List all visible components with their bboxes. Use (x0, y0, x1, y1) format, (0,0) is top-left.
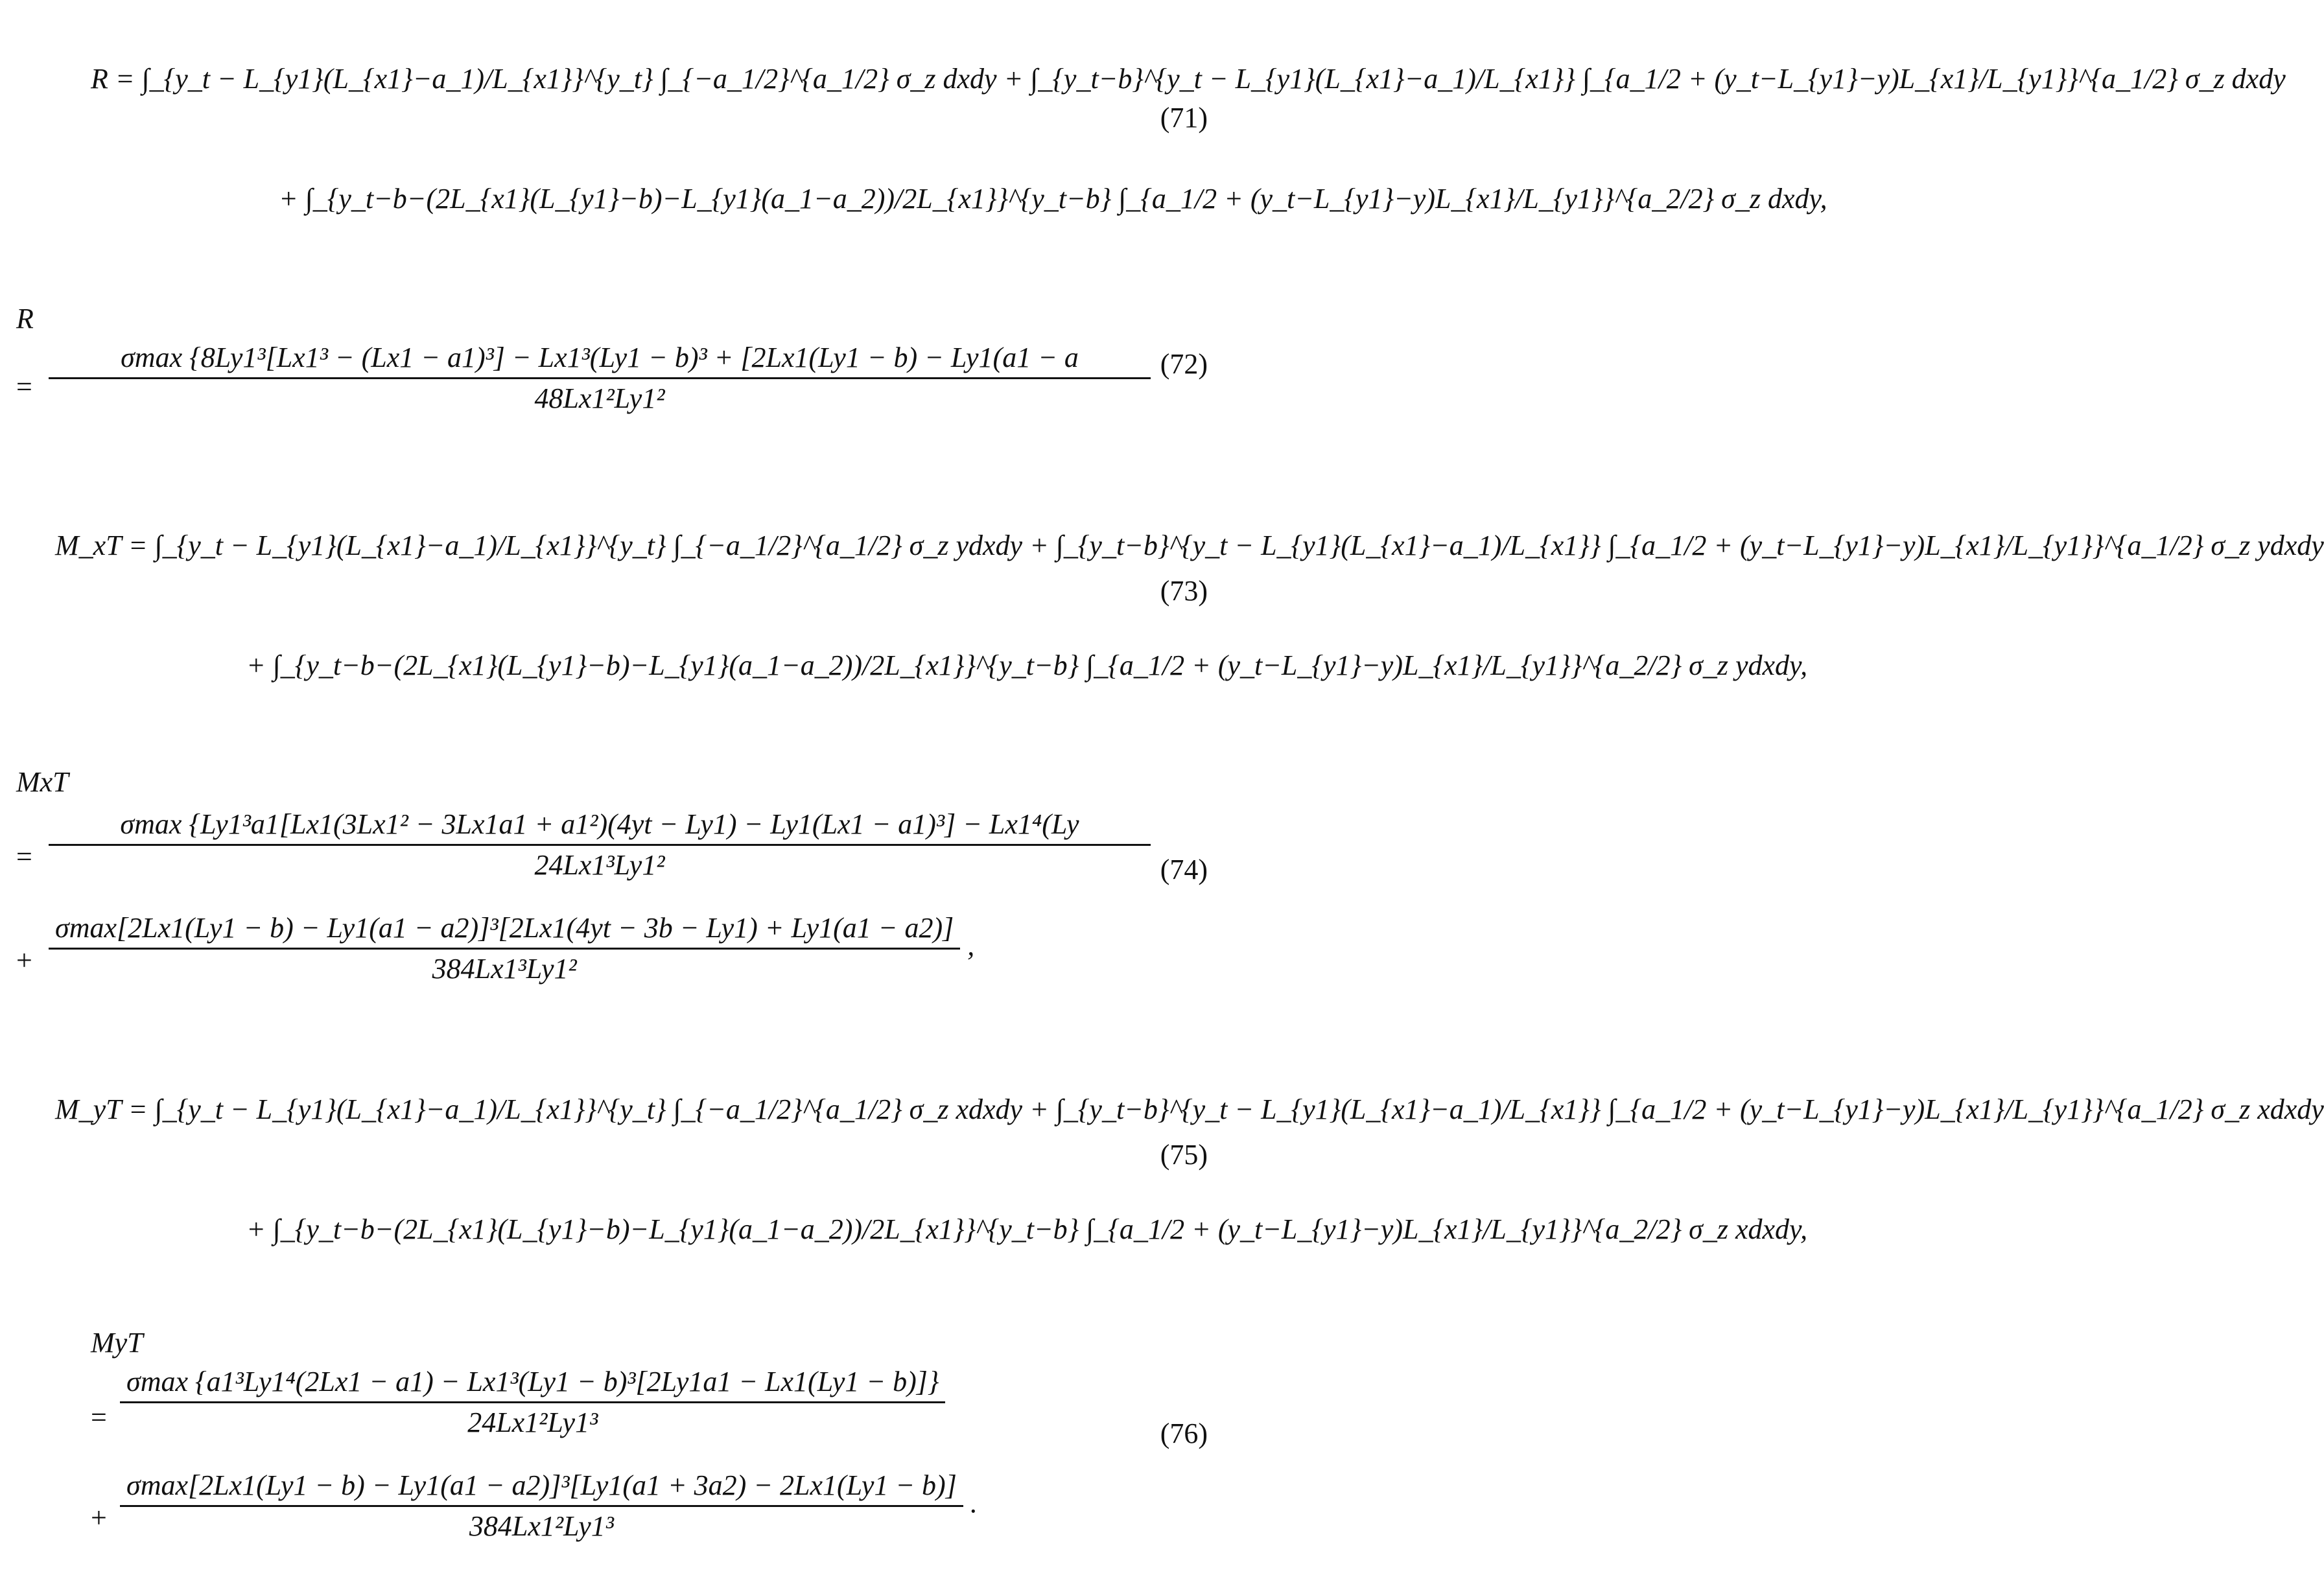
equation-74-denominator-2: 384Lx1³Ly1² (432, 953, 577, 985)
equation-76-period: . (970, 1487, 978, 1519)
equation-75-line-1: M_yT = ∫_{y_t − L_{y1}(L_{x1}−a_1)/L_{x1}}^{y_t} ∫_{−a_1/2}^{a_1/2} σ_z xdxdy + ∫_{y_t−b}^{y_t − L_{y1}(L_{x1}−a_1)/L_{x1}} ∫_{a_1/2 + (y_t−L_{y1}−y)L_{x1}/L_{y1}}^{a_1/2} σ_z xdxdy (55, 1093, 2324, 1125)
equation-74-denominator-1: 24Lx1³Ly1² (534, 849, 665, 881)
equation-number-76: (76) (1160, 1418, 1208, 1449)
equation-76-lhs: MyT (91, 1327, 143, 1359)
equation-76-equals: = (91, 1401, 107, 1433)
equation-74-fraction-2 (49, 914, 974, 983)
equation-76-fraction-2 (120, 1471, 978, 1541)
equation-72-denominator: 48Lx1²Ly1² (534, 382, 665, 414)
equation-71-line-2: + ∫_{y_t−b−(2L_{x1}(L_{y1}−b)−L_{y1}(a_1−a_2))/2L_{x1}}^{y_t−b} ∫_{a_1/2 + (y_t−L_{y1}−y)L_{x1}/L_{y1}}^{a_2/2} σ_z dxdy, (279, 183, 1827, 215)
equation-72-lhs: R (16, 303, 34, 334)
equation-74-numerator-1: σmax {Ly1³a1[Lx1(3Lx1² − 3Lx1a1 + a1²)(4yt − Ly1) − Ly1(Lx1 − a1)³] − Lx1⁴(Ly (49, 810, 1151, 846)
equation-76-fraction-1 (120, 1368, 945, 1437)
equation-number-72: (72) (1160, 348, 1208, 380)
equation-72-numerator: σmax {8Ly1³[Lx1³ − (Lx1 − a1)³] − Lx1³(Ly1 − b)³ + [2Lx1(Ly1 − b) − Ly1(a1 − a (49, 344, 1151, 379)
equation-76-denominator-1: 24Lx1²Ly1³ (467, 1407, 598, 1438)
equation-72-equals: = (16, 371, 32, 403)
equation-74-comma: , (967, 929, 975, 962)
equation-73-line-2: + ∫_{y_t−b−(2L_{x1}(L_{y1}−b)−L_{y1}(a_1−a_2))/2L_{x1}}^{y_t−b} ∫_{a_1/2 + (y_t−L_{y1}−y)L_{x1}/L_{y1}}^{a_2/2} σ_z ydxdy, (246, 649, 1808, 681)
equation-74-numerator-2: σmax[2Lx1(Ly1 − b) − Ly1(a1 − a2)]³[2Lx1(4yt − 3b − Ly1) + Ly1(a1 − a2)] (49, 914, 960, 950)
equation-72-fraction (49, 344, 1164, 413)
equation-76-numerator-1: σmax {a1³Ly1⁴(2Lx1 − a1) − Lx1³(Ly1 − b)³[2Ly1a1 − Lx1(Ly1 − b)]} (120, 1368, 945, 1403)
equation-73-line-1: M_xT = ∫_{y_t − L_{y1}(L_{x1}−a_1)/L_{x1}}^{y_t} ∫_{−a_1/2}^{a_1/2} σ_z ydxdy + ∫_{y_t−b}^{y_t − L_{y1}(L_{x1}−a_1)/L_{x1}} ∫_{a_1/2 + (y_t−L_{y1}−y)L_{x1}/L_{y1}}^{a_1/2} σ_z ydxdy (55, 530, 2324, 561)
equation-75-line-2: + ∫_{y_t−b−(2L_{x1}(L_{y1}−b)−L_{y1}(a_1−a_2))/2L_{x1}}^{y_t−b} ∫_{a_1/2 + (y_t−L_{y1}−y)L_{x1}/L_{y1}}^{a_2/2} σ_z xdxdy, (246, 1213, 1808, 1245)
equation-76-numerator-2: σmax[2Lx1(Ly1 − b) − Ly1(a1 − a2)]³[Ly1(a1 + 3a2) − 2Lx1(Ly1 − b)] (120, 1471, 963, 1507)
equation-71-line-1: R = ∫_{y_t − L_{y1}(L_{x1}−a_1)/L_{x1}}^{y_t} ∫_{−a_1/2}^{a_1/2} σ_z dxdy + ∫_{y_t−b}^{y_t − L_{y1}(L_{x1}−a_1)/L_{x1}} ∫_{a_1/2 + (y_t−L_{y1}−y)L_{x1}/L_{y1}}^{a_1/2} σ_z dxdy (91, 63, 2286, 95)
equation-74-lhs: MxT (16, 766, 69, 798)
equation-number-75: (75) (1160, 1139, 1208, 1171)
equation-number-71: (71) (1160, 102, 1208, 134)
equation-76-plus: + (91, 1502, 107, 1534)
equation-74-equals: = (16, 841, 32, 872)
equation-number-73: (73) (1160, 575, 1208, 607)
equation-76-denominator-2: 384Lx1²Ly1³ (469, 1510, 614, 1542)
equation-74-fraction-1 (49, 810, 1164, 880)
equation-number-74: (74) (1160, 854, 1208, 885)
equation-74-plus: + (16, 944, 32, 976)
